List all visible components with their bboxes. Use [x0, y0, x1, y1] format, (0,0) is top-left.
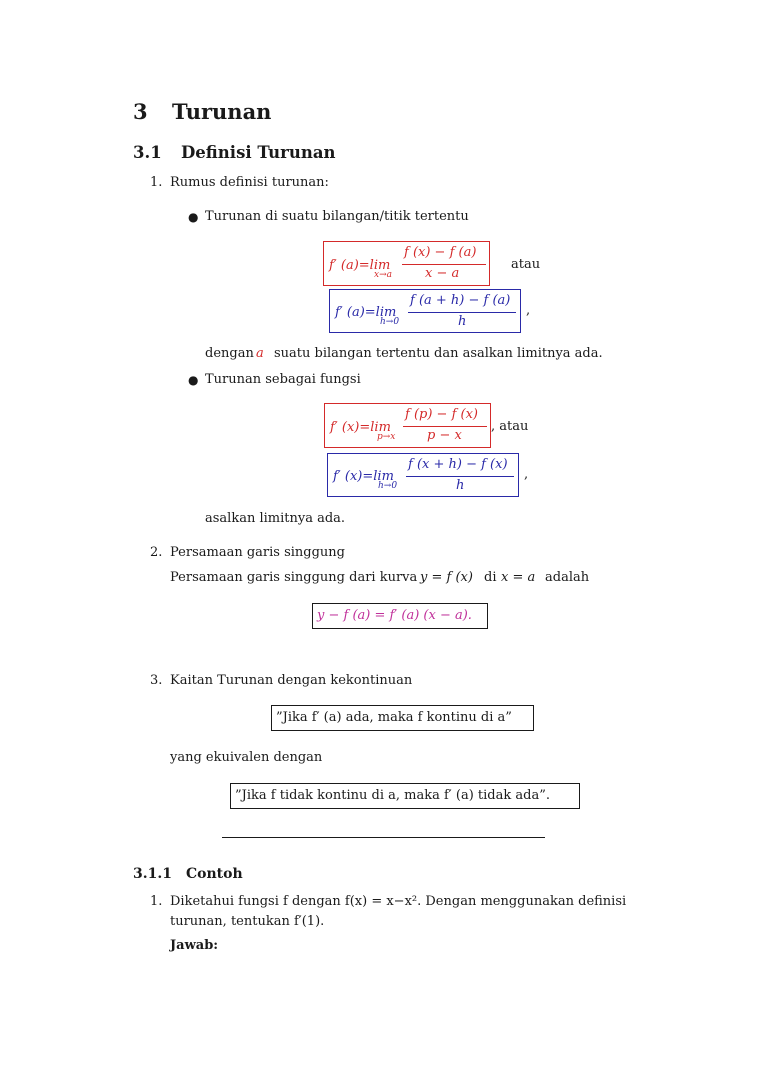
item3-number: 3. [150, 673, 163, 688]
bullet2-text: Turunan sebagai fungsi [205, 372, 361, 387]
note1-suffix: suatu bilangan tertentu dan asalkan limitnya ada. [274, 346, 603, 361]
subsubsection-number: 3.1.1 [133, 866, 172, 882]
formula3-denominator: p − x [427, 428, 462, 443]
item2-desc-di: di [484, 570, 497, 585]
item2-number: 2. [150, 545, 163, 560]
formula1-box [323, 241, 490, 286]
note2-text: asalkan limitnya ada. [205, 511, 346, 526]
formula4-lhs: f′ (x)=lim [333, 469, 394, 484]
formula4-comma: , [524, 467, 529, 482]
formula3-box [324, 403, 491, 448]
formula1-denominator: x − a [425, 266, 460, 281]
formula3-numerator: f (p) − f (x) [405, 407, 478, 422]
subsubsection-title: Contoh [186, 866, 243, 882]
formula2-box [329, 289, 521, 333]
example1-line2: turunan, tentukan f′(1). [170, 914, 325, 929]
formula1-numerator: f (x) − f (a) [404, 245, 477, 260]
formula4-limit-sub: h→0 [378, 481, 398, 491]
formula4-box [327, 453, 519, 497]
continuity-statement1: ”Jika f′ (a) ada, maka f kontinu di a” [276, 710, 512, 725]
example1-answer-label: Jawab: [170, 938, 219, 953]
subsection-title: Definisi Turunan [181, 143, 336, 162]
formula2-comma: , [526, 303, 531, 318]
continuity-box1 [271, 705, 534, 731]
formula2-lhs: f′ (a)=lim [335, 305, 397, 320]
item1-title: Rumus definisi turunan: [170, 175, 329, 190]
formula2-numerator: f (a + h) − f (a) [410, 293, 511, 308]
formula4-denominator: h [456, 478, 465, 493]
formula3-fraction-bar [403, 426, 487, 427]
item2-desc-suffix: adalah [545, 570, 590, 585]
item2-desc-eq2: x = a [501, 570, 536, 585]
tangent-formula: y − f (a) = f′ (a) (x − a). [317, 608, 472, 623]
horizontal-rule [222, 837, 545, 838]
continuity-box2 [230, 783, 580, 809]
note1-variable: a [256, 346, 264, 361]
item2-title: Persamaan garis singgung [170, 545, 345, 560]
example1-number: 1. [150, 894, 163, 909]
formula3-lhs: f′ (x)=lim [330, 420, 391, 435]
item2-desc-prefix: Persamaan garis singgung dari kurva [170, 570, 418, 585]
formula4-fraction-bar [406, 476, 514, 477]
equivalent-text: yang ekuivalen dengan [170, 750, 323, 765]
formula1-atau: atau [511, 257, 541, 272]
item3-title: Kaitan Turunan dengan kekontinuan [170, 673, 413, 688]
example1-line1: Diketahui fungsi f dengan f(x) = x−x². Dengan menggunakan definisi [170, 894, 627, 909]
bullet1-text: Turunan di suatu bilangan/titik tertentu [205, 209, 469, 224]
formula3-limit-sub: p→x [377, 432, 396, 442]
bullet-icon: ● [188, 373, 199, 387]
note1-prefix: dengan [205, 346, 254, 361]
item1-number: 1. [150, 175, 163, 190]
item2-desc-eq1: y = f (x) [420, 570, 473, 585]
formula2-denominator: h [458, 314, 467, 329]
tangent-formula-box [312, 603, 488, 629]
formula2-fraction-bar [408, 312, 516, 313]
section-title: Turunan [172, 99, 272, 124]
formula2-limit-sub: h→0 [380, 317, 400, 327]
bullet-icon: ● [188, 210, 199, 224]
formula3-atau: , atau [491, 419, 529, 434]
formula1-limit-sub: x→a [374, 270, 392, 280]
section-number: 3 [133, 99, 148, 124]
subsection-number: 3.1 [133, 143, 162, 162]
continuity-statement2: ”Jika f tidak kontinu di a, maka f′ (a) tidak ada”. [235, 788, 550, 803]
formula1-lhs: f′ (a)=lim [329, 258, 391, 273]
formula1-fraction-bar [402, 264, 486, 265]
formula4-numerator: f (x + h) − f (x) [408, 457, 508, 472]
